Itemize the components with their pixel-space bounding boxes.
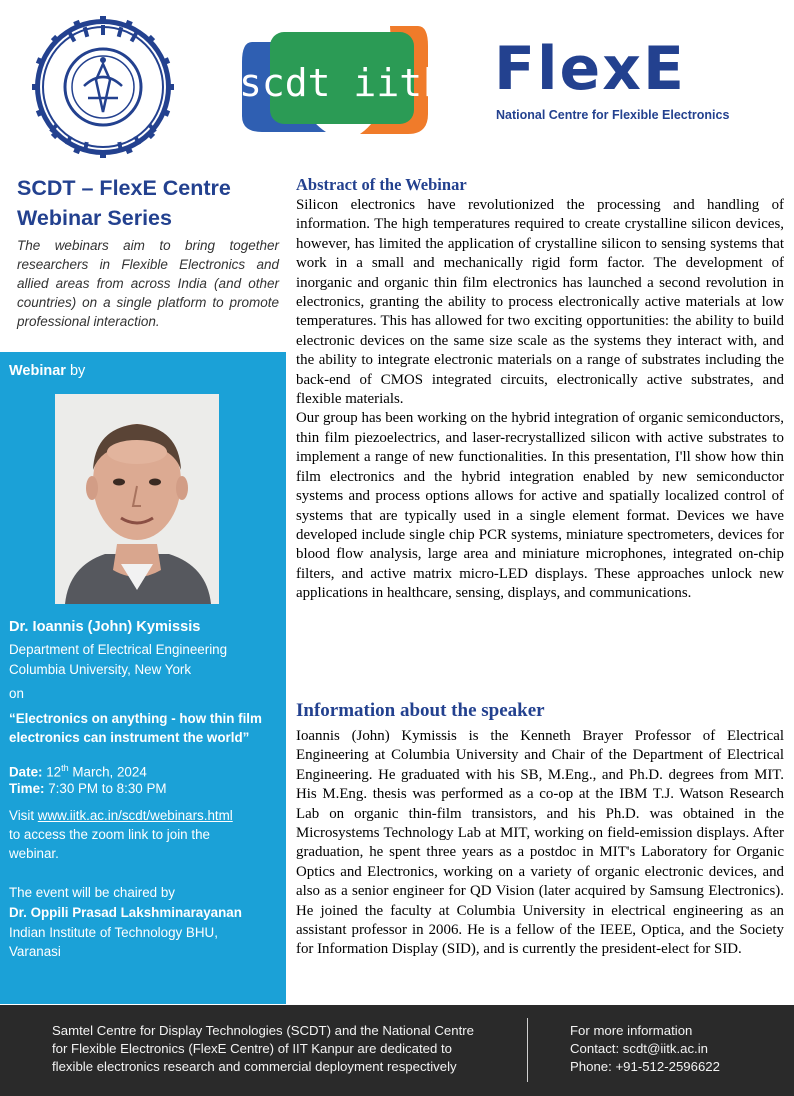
time-line <box>9 779 167 798</box>
chair-city: Varanasi <box>9 944 61 959</box>
scdt-iitk-logo <box>240 24 430 136</box>
speaker-name: Dr. Ioannis (John) Kymissis <box>9 619 201 635</box>
visit-line3: webinar. <box>9 846 59 861</box>
series-description: The webinars aim to bring together researchers in Flexible Electronics and allied areas from across India (and other countries) on a single platform to promote professional interaction. <box>17 238 279 329</box>
talk-title-line1: “Electronics on anything - how thin film <box>9 711 262 726</box>
iitk-seal-icon <box>32 16 174 158</box>
by-label: by <box>65 363 86 379</box>
abstract-body <box>296 196 784 604</box>
abstract-heading: Abstract of the Webinar <box>296 175 467 194</box>
visit-line2: to access the zoom link to join the <box>9 827 210 842</box>
speaker-photo <box>55 394 219 604</box>
series-title-line2: Webinar Series <box>17 206 172 230</box>
time-label: Time: <box>9 781 45 796</box>
speaker-bio <box>296 727 784 960</box>
chair-institute: Indian Institute of Technology BHU, <box>9 925 218 940</box>
speaker-bio-text: Ioannis (John) Kymissis is the Kenneth Brayer Professor of Electrical Engineering at Columbia University and Chair of the Department of Electrical Engineering. He graduated with his SB, M.Eng., and Ph.D. degrees from MIT. His M.Eng. thesis was performed as a co-op at the IBM T.J. Watson Research Lab on organic thin-film transistors, and his Ph.D. was obtained in the Microsystems Technology Lab at MIT, working on field-emission displays. After graduation, he spent three years as a postdoc in MIT's Laboratory for Organic Optics and Electronics, working on a variety of organic electronic devices, and also as a senior engineer for QD Vision (later acquired by Samsung Electronics). He joined the faculty at Columbia University in electrical engineering as an assistant professor in 2006. He is a fellow of the IEEE, Optica, and the Society for Information Display (SID), and is currently the president-elect for SID. <box>296 728 784 958</box>
footer-contact <box>570 1022 720 1076</box>
footer-email: Contact: scdt@iitk.ac.in <box>570 1041 708 1056</box>
series-title-line1: SCDT – FlexE Centre <box>17 176 231 200</box>
flexe-subtitle: National Centre for Flexible Electronics <box>496 108 730 122</box>
time-value: 7:30 PM to 8:30 PM <box>44 781 167 796</box>
footer <box>0 1005 794 1096</box>
footer-phone: Phone: +91-512-2596622 <box>570 1059 720 1074</box>
speaker-panel <box>0 352 286 1004</box>
footer-more-info: For more information <box>570 1023 693 1038</box>
speaker-heading: Information about the speaker <box>296 700 545 721</box>
footer-line1: Samtel Centre for Display Technologies (SCDT) and the National Centre <box>52 1023 474 1038</box>
chair-name: Dr. Oppili Prasad Lakshminarayanan <box>9 905 242 920</box>
date-rest: March, 2024 <box>68 764 147 780</box>
flexe-logo <box>494 34 754 128</box>
visit-line <box>9 806 233 825</box>
abstract-para2: Our group has been working on the hybrid integration of organic semiconductors, thin film piezoelectrics, and laser-recrystallized silicon with active substrates to implement a range of new functionalities. In this presentation, I'll show how thin film electronics and the hybrid integration enabled by new semiconductor systems and process options allows for active and spatially localized control of systems that are typically used in a single element format. Devices we have developed include single chip PCR systems, miniature spectrometers, devices for blood flow analysis, large area and miniature microphones, integrated on-chip filters, and active matrix micro-LED displays. These approaches unlock new applications in healthcare, sensing, displays, and communications. <box>296 410 784 602</box>
webinar-label: Webinar <box>9 363 66 379</box>
flexe-wordmark: FlexE <box>494 34 686 104</box>
talk-title-line2: electronics can instrument the world” <box>9 730 250 745</box>
footer-line2: for Flexible Electronics (FlexE Centre) of IIT Kanpur are dedicated to <box>52 1041 452 1056</box>
iitk-logo <box>32 16 174 158</box>
webinar-link[interactable]: www.iitk.ac.in/scdt/webinars.html <box>37 808 233 823</box>
chair-line: The event will be chaired by <box>9 885 175 900</box>
date-day: 12 <box>42 764 62 780</box>
webinar-by-line <box>9 362 85 381</box>
speaker-university: Columbia University, New York <box>9 662 192 677</box>
footer-line3: flexible electronics research and commercial deployment respectively <box>52 1059 457 1074</box>
speaker-portrait-icon <box>55 394 219 604</box>
on-label: on <box>9 686 24 701</box>
series-title <box>17 173 277 233</box>
scdt-iitk-logo-icon <box>240 24 430 136</box>
visit-label: Visit <box>9 808 38 823</box>
svg-text:scdt iitk: scdt iitk <box>240 61 430 105</box>
footer-divider <box>527 1018 528 1082</box>
date-ordinal: th <box>61 763 69 773</box>
footer-description <box>52 1022 502 1076</box>
date-label: Date: <box>9 764 43 780</box>
speaker-department: Department of Electrical Engineering <box>9 642 228 657</box>
abstract-para1: Silicon electronics have revolutionized the processing and handling of information. The high temperatures required to create crystalline silicon devices, however, has limited the application of crystalline silicon to sensing systems that work in a small and mechanically rigid form factor. The development of inorganic and organic thin film electronics has launched a second revolution in electronics, granting the ability to process electronically active materials at low temperatures. This has allowed for two exciting opportunities: the ability to build electronic devices on the same size scale as the systems they interact with, and the ability to integrate electronic materials on a range of substrates including the back-end of CMOS integrated circuits, electronically active substrates, and flexible materials. <box>296 197 784 408</box>
